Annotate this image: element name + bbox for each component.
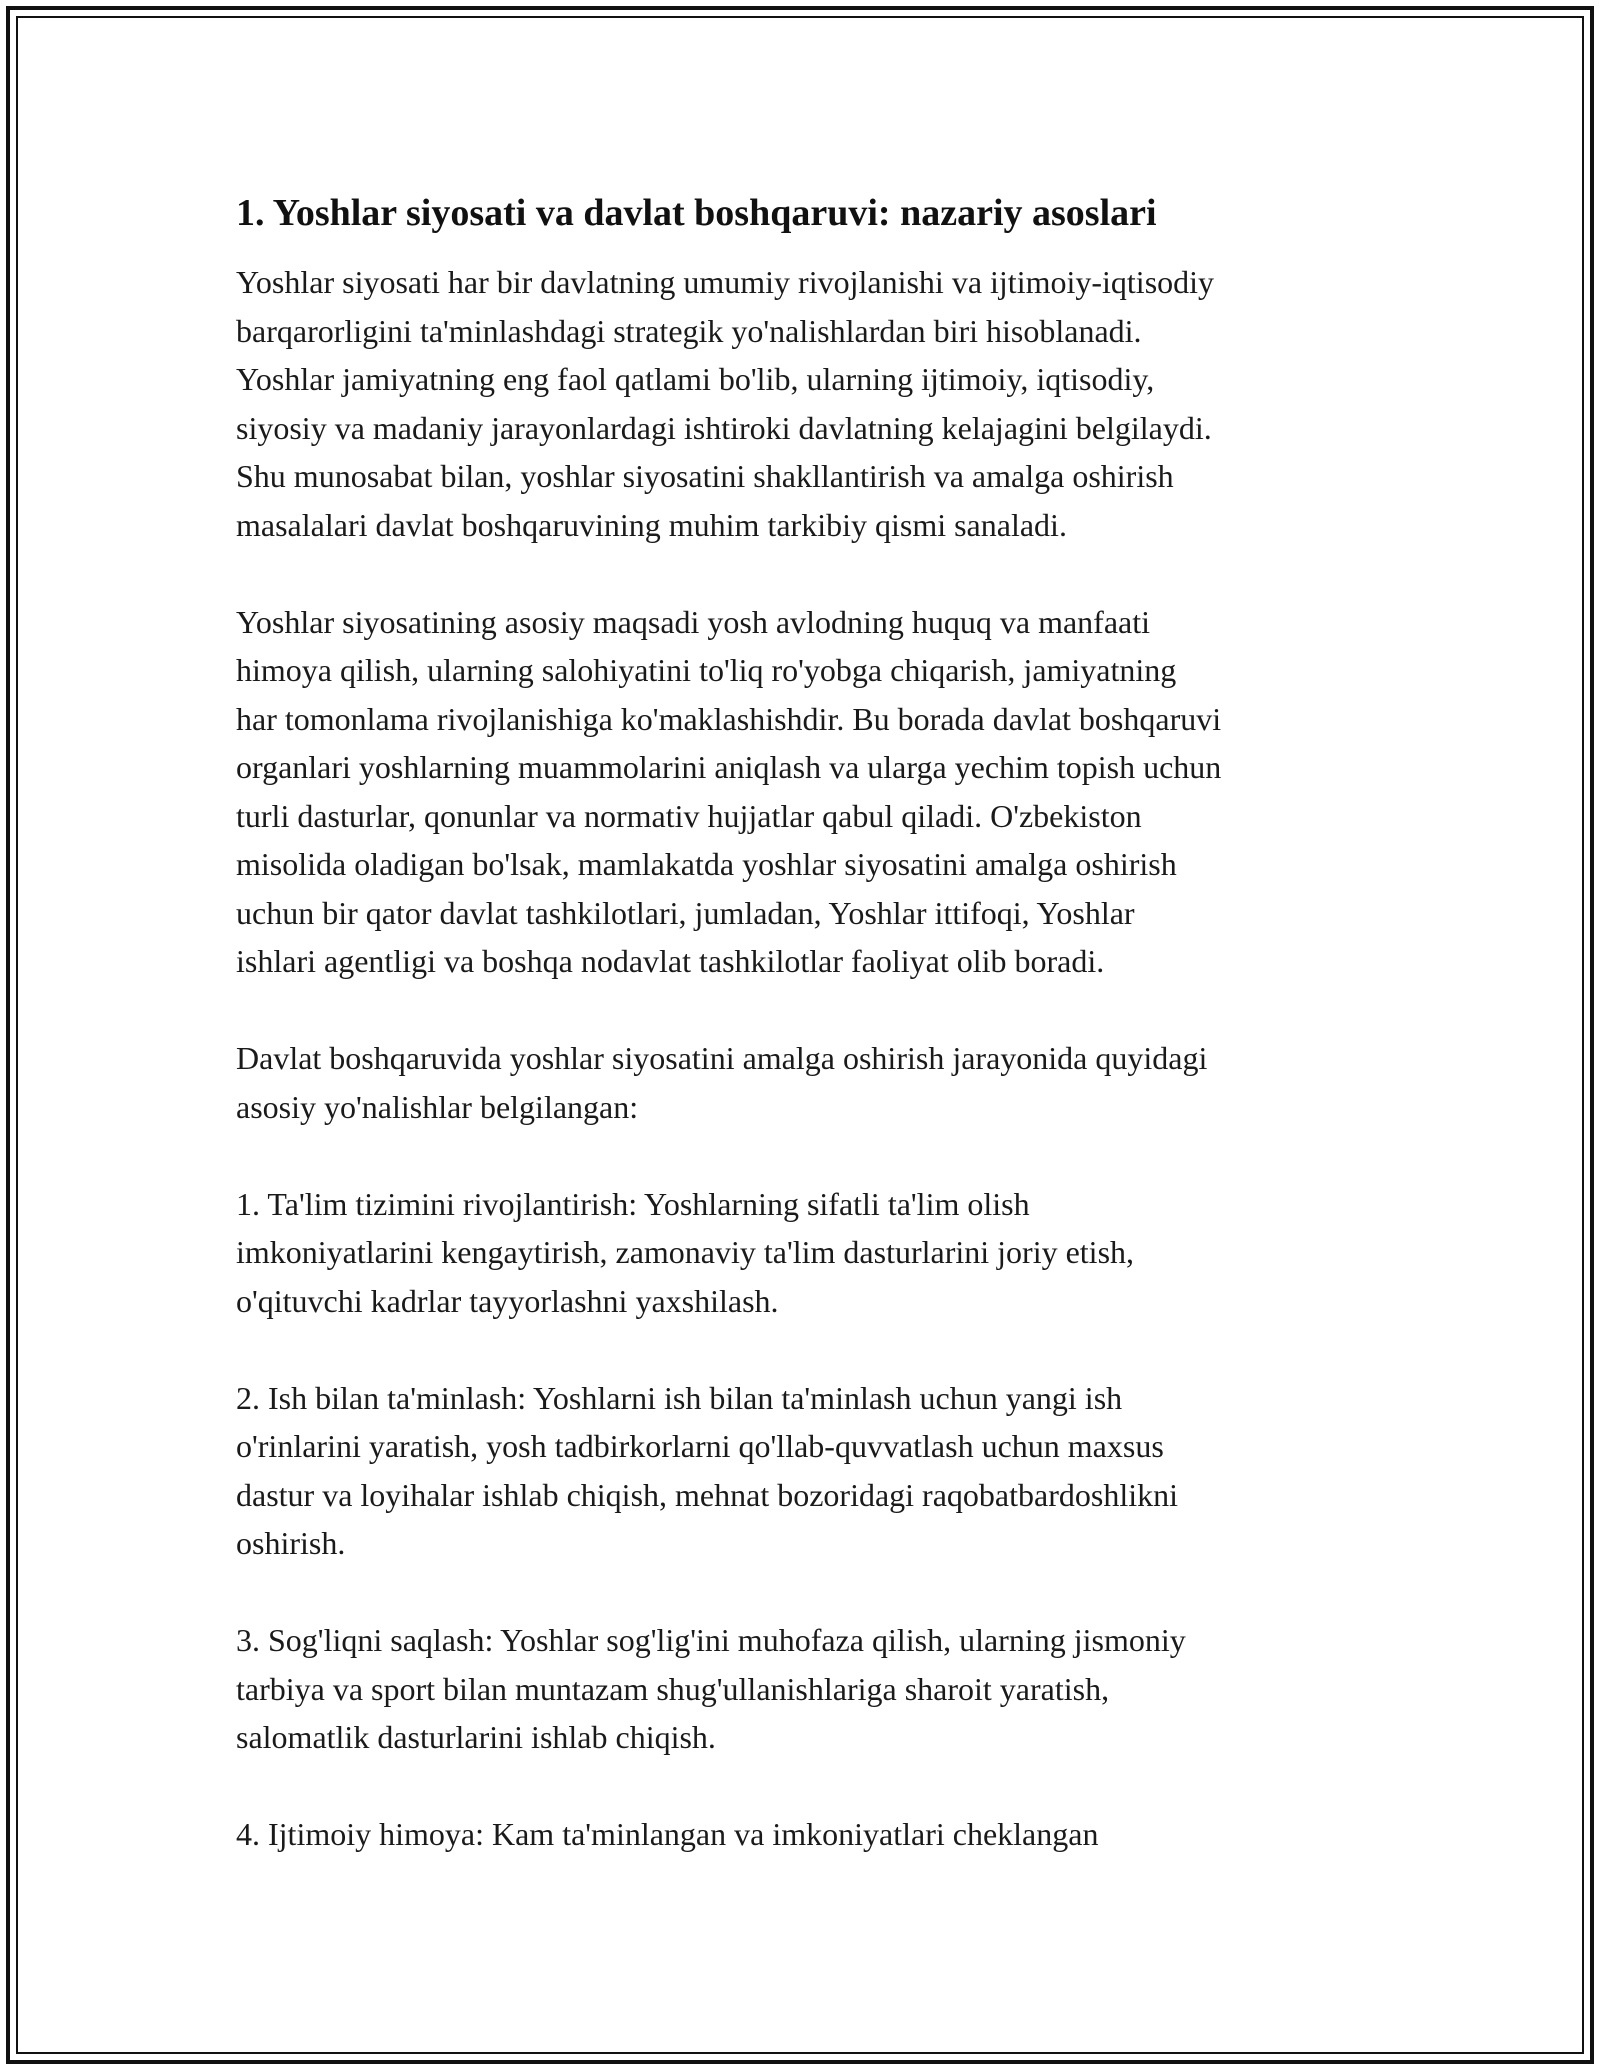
- list-item-education: [236, 1180, 1376, 1326]
- text-line: tarbiya va sport bilan muntazam shug'ullanishlariga sharoit yaratish,: [236, 1670, 1110, 1707]
- text-line: Yoshlar siyosati har bir davlatning umumiy rivojlanishi va ijtimoiy-iqtisodiy: [236, 264, 1215, 300]
- text-line: turli dasturlar, qonunlar va normativ hujjatlar qabul qiladi. O'zbekiston: [236, 797, 1142, 834]
- text-line: Yoshlar jamiyatning eng faol qatlami bo'lib, ularning ijtimoiy, iqtisodiy,: [236, 361, 1155, 397]
- list-item-social-protection: [236, 1810, 1376, 1859]
- paragraph-spacer: [236, 1325, 1376, 1374]
- text-line: barqarorligini ta'minlashdagi strategik yo'nalishlardan biri hisoblanadi.: [236, 312, 1142, 349]
- paragraph-directions-intro: [236, 1034, 1376, 1131]
- text-line: Yoshlar siyosatining asosiy maqsadi yosh avlodning huquq va manfaati: [236, 603, 1150, 640]
- text-line: salomatlik dasturlarini ishlab chiqish.: [236, 1719, 716, 1755]
- paragraph-intro: [236, 258, 1376, 549]
- document-body: [236, 188, 1376, 1859]
- paragraph-spacer: [236, 1131, 1376, 1180]
- text-line: o'rinlarini yaratish, yosh tadbirkorlarni qo'llab-quvvatlash uchun maxsus: [236, 1428, 1164, 1464]
- text-line: dastur va loyihalar ishlab chiqish, mehnat bozoridagi raqobatbardoshlikni: [236, 1476, 1178, 1513]
- text-line: asosiy yo'nalishlar belgilangan:: [236, 1088, 639, 1125]
- text-line: ishlari agentligi va boshqa nodavlat tashkilotlar faoliyat olib boradi.: [236, 943, 1105, 979]
- list-item-employment: [236, 1374, 1376, 1568]
- text-line: oshirish.: [236, 1525, 346, 1561]
- text-line: 1. Ta'lim tizimini rivojlantirish: Yoshlarning sifatli ta'lim olish: [236, 1185, 1030, 1222]
- paragraph-spacer: [236, 1568, 1376, 1617]
- text-line: 4. Ijtimoiy himoya: Kam ta'minlangan va imkoniyatlari cheklangan: [236, 1816, 1099, 1852]
- paragraph-spacer: [236, 549, 1376, 598]
- text-line: o'qituvchi kadrlar tayyorlashni yaxshilash.: [236, 1282, 779, 1319]
- text-line: Shu munosabat bilan, yoshlar siyosatini shakllantirish va amalga oshirish: [236, 458, 1174, 494]
- text-line: organlari yoshlarning muammolarini aniqlash va ularga yechim topish uchun: [236, 749, 1222, 785]
- text-line: himoya qilish, ularning salohiyatini to'liq ro'yobga chiqarish, jamiyatning: [236, 652, 1177, 688]
- text-line: masalalari davlat boshqaruvining muhim tarkibiy qismi sanaladi.: [236, 506, 1067, 543]
- text-line: siyosiy va madaniy jarayonlardagi ishtiroki davlatning kelajagini belgilaydi.: [236, 409, 1212, 446]
- document-title: 1. Yoshlar siyosati va davlat boshqaruvi: nazariy asoslari: [236, 192, 1157, 234]
- text-line: har tomonlama rivojlanishiga ko'maklashishdir. Bu borada davlat boshqaruvi: [236, 700, 1222, 737]
- list-item-health: [236, 1616, 1376, 1762]
- text-line: misolida oladigan bo'lsak, mamlakatda yoshlar siyosatini amalga oshirish: [236, 846, 1177, 882]
- paragraph-goals: [236, 598, 1376, 986]
- text-line: uchun bir qator davlat tashkilotlari, jumladan, Yoshlar ittifoqi, Yoshlar: [236, 894, 1135, 931]
- paragraph-spacer: [236, 986, 1376, 1035]
- text-line: imkoniyatlarini kengaytirish, zamonaviy ta'lim dasturlarini joriy etish,: [236, 1234, 1135, 1270]
- text-line: 3. Sog'liqni saqlash: Yoshlar sog'lig'ini muhofaza qilish, ularning jismoniy: [236, 1622, 1186, 1658]
- text-line: 2. Ish bilan ta'minlash: Yoshlarni ish bilan ta'minlash uchun yangi ish: [236, 1379, 1123, 1416]
- text-line: Davlat boshqaruvida yoshlar siyosatini amalga oshirish jarayonida quyidagi: [236, 1040, 1208, 1076]
- paragraph-spacer: [236, 1762, 1376, 1811]
